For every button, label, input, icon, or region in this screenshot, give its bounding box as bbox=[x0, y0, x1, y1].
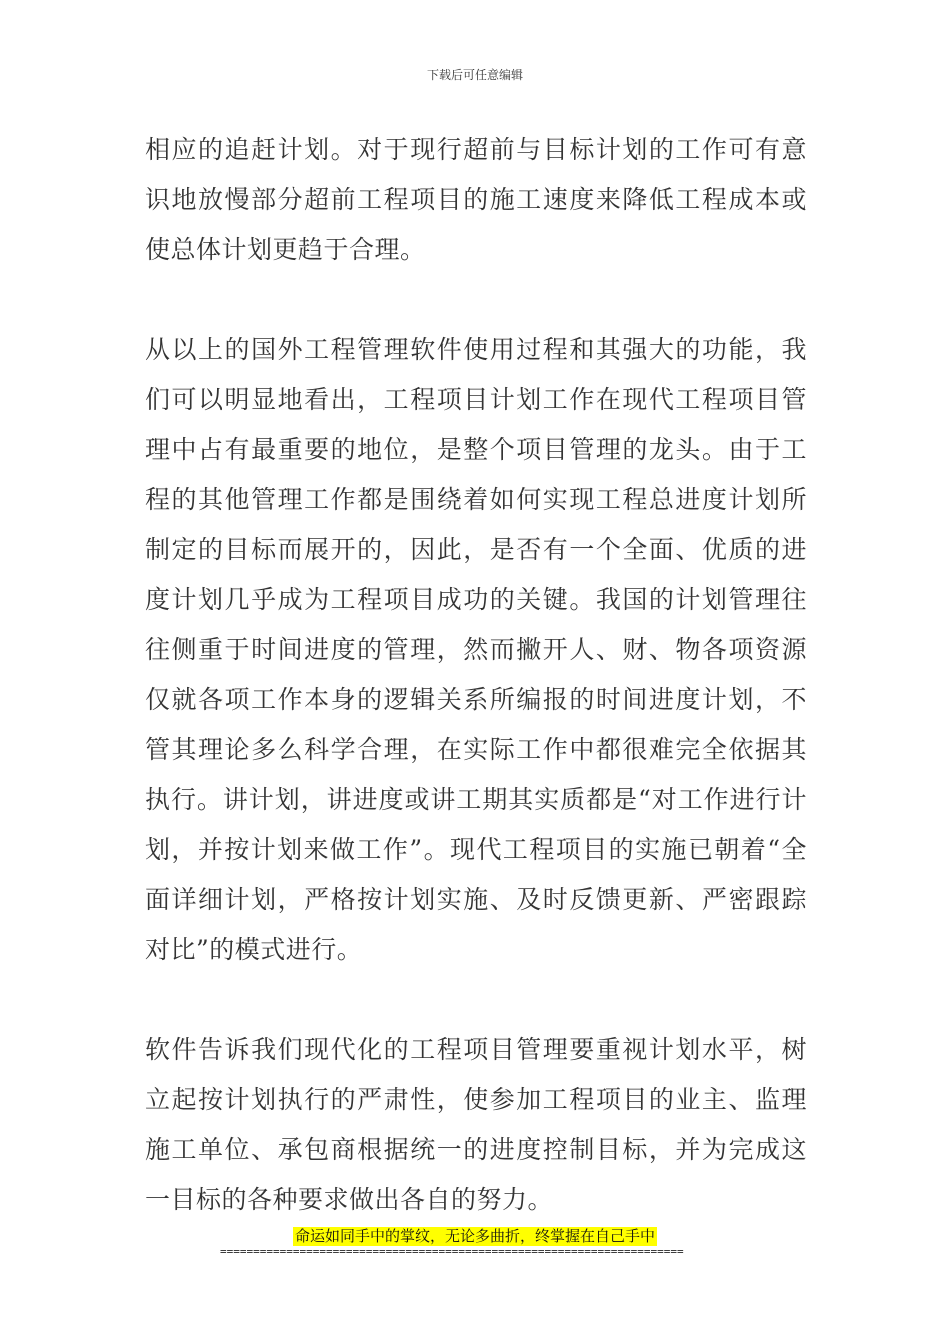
paragraph-3: 软件告诉我们现代化的工程项目管理要重视计划水平，树立起按计划执行的严肃性，使参加工程项目的业主、监理施工单位、承包商根据统一的进度控制目标，并为完成这一目标的各种要求做出各自的努力。 bbox=[145, 1035, 807, 1214]
footer-divider: ====================================================================== bbox=[220, 1245, 684, 1258]
footer-motto: 命运如同手中的掌纹，无论多曲折，终掌握在自己手中 bbox=[294, 1227, 655, 1245]
document-body bbox=[145, 125, 807, 1225]
paragraph-1: 相应的追赶计划。对于现行超前与目标计划的工作可有意识地放慢部分超前工程项目的施工速度来降低工程成本或使总体计划更趋于合理。 bbox=[145, 135, 807, 264]
page-footer bbox=[0, 1226, 950, 1246]
page-header-note: 下载后可任意编辑 bbox=[426, 68, 523, 82]
paragraph-2: 从以上的国外工程管理软件使用过程和其强大的功能，我们可以明显地看出，工程项目计划工作在现代工程项目管理中占有最重要的地位，是整个项目管理的龙头。由于工程的其他管理工作都是围绕着如何实现工程总进度计划所制定的目标而展开的，因此，是否有一个全面、优质的进度计划几乎成为工程项目成功的关键。我国的计划管理往往侧重于时间进度的管理，然而撇开人、财、物各项资源仅就各项工作本身的逻辑关系所编报的时间进度计划，不管其理论多么科学合理，在实际工作中都很难完全依据其执行。讲计划，讲进度或讲工期其实质都是“对工作进行计划，并按计划来做工作”。现代工程项目的实施已朝着“全面详细计划，严格按计划实施、及时反馈更新、严密跟踪对比”的模式进行。 bbox=[145, 335, 807, 964]
